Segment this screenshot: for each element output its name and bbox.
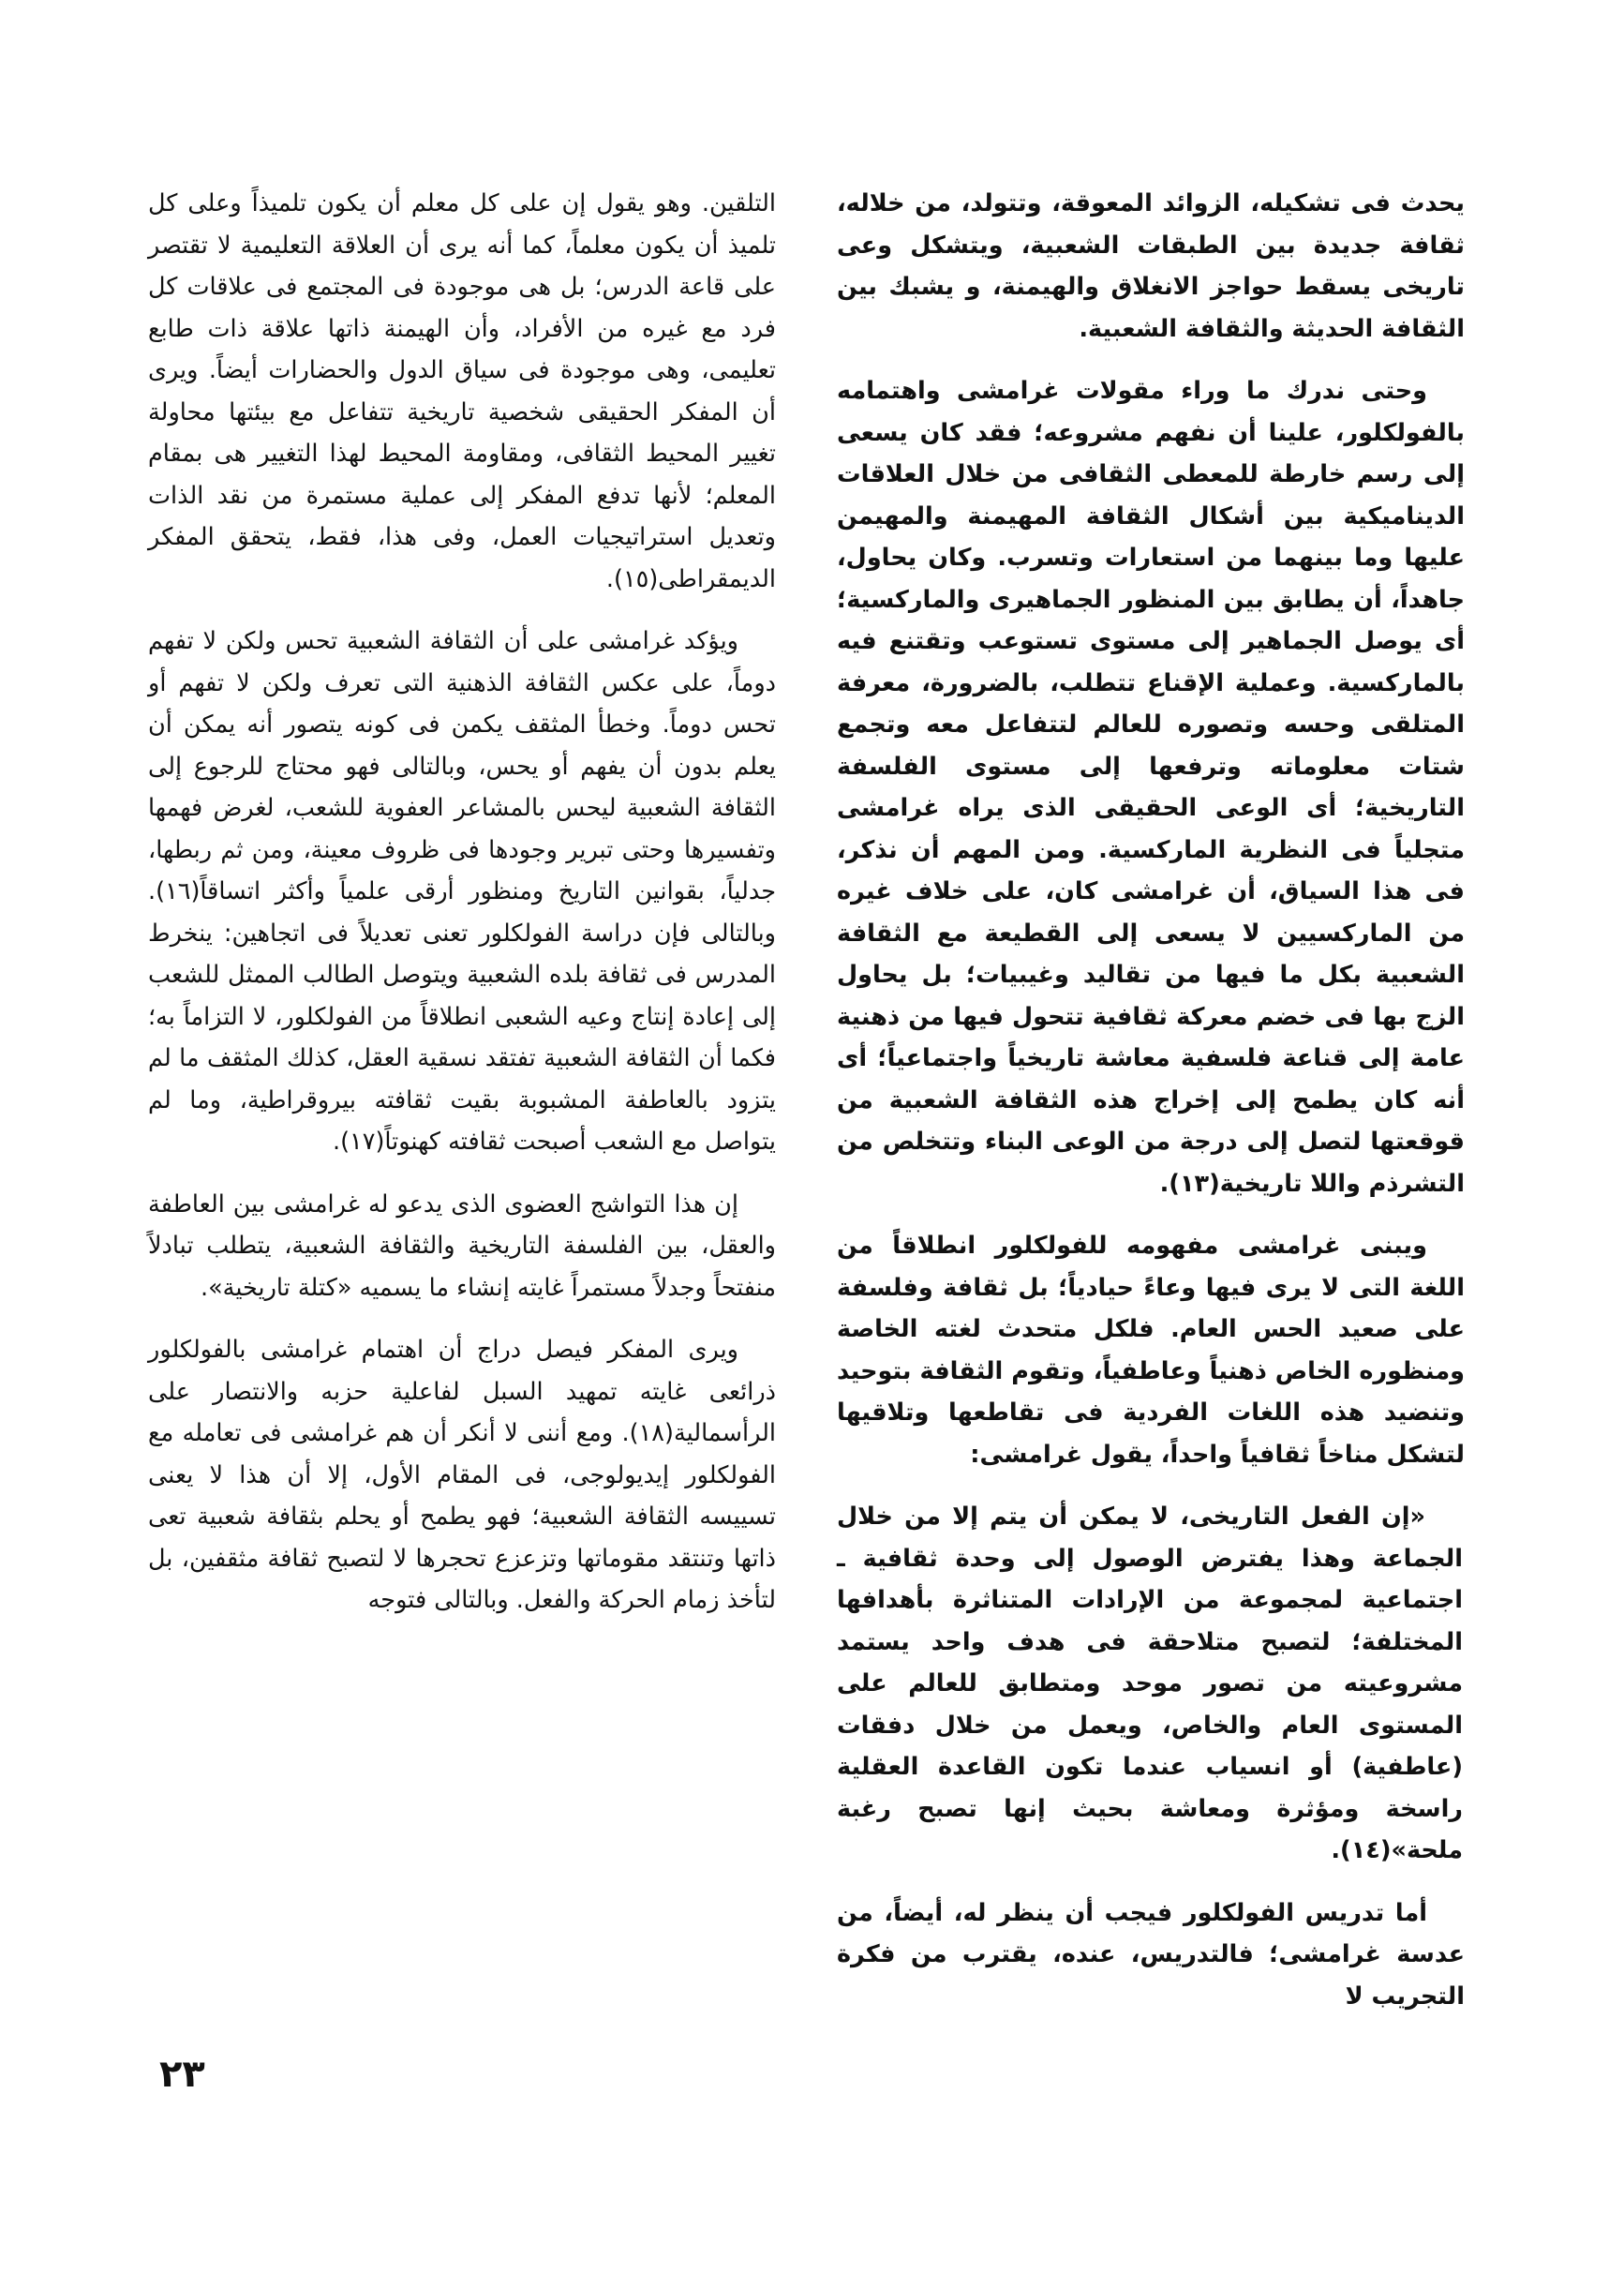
paragraph: يحدث فى تشكيله، الزوائد المعوقة، وتتولد، من خلاله، ثقافة جديدة بين الطبقات الشعبية، ويتشكل وعى تاريخى يسقط حواجز الانغلاق والهيمنة، و يشبك بين الثقافة الحديثة والثقافة الشعبية. xyxy=(837,189,1465,343)
paragraph: التلقين. وهو يقول إن على كل معلم أن يكون تلميذاً وعلى كل تلميذ أن يكون معلماً، كما أنه يرى أن العلاقة التعليمية لا تقتصر على قاعة الدرس؛ بل هى موجودة فى المجتمع فى علاقات كل فرد مع غيره من الأفراد، وأن الهيمنة ذاتها علاقة ذات طابع تعليمى، وهى موجودة فى سياق الدول والحضارات أيضاً. ويرى أن المفكر الحقيقى شخصية تاريخية تتفاعل مع بيئتها محاولة تغيير المحيط الثقافى، ومقاومة المحيط لهذا التغيير هى بمقام المعلم؛ لأنها تدفع المفكر إلى عملية مستمرة من نقد الذات وتعديل استراتيجيات العمل، وفى هذا، فقط، يتحقق المفكر الديمقراطى(١٥). xyxy=(148,189,776,593)
paragraph: وحتى ندرك ما وراء مقولات غرامشى واهتمامه بالفولكلور، علينا أن نفهم مشروعه؛ فقد كان يسعى إلى رسم خارطة للمعطى الثقافى من خلال العلاقات الديناميكية بين أشكال الثقافة المهيمنة والمهيمن عليها وما بينهما من استعارات وتسرب. وكان يحاول، جاهداً، أن يطابق بين المنظور الجماهيرى والماركسية؛ أى يوصل الجماهير إلى مستوى تستوعب وتقتنع فيه بالماركسية. وعملية الإقناع تتطلب، بالضرورة، معرفة المتلقى وحسه وتصوره للعالم لتتفاعل معه وتجمع شتات معلوماته وترفعها إلى مستوى الفلسفة التاريخية؛ أى الوعى الحقيقى الذى يراه غرامشى متجلياً فى النظرية الماركسية. ومن المهم أن نذكر، فى هذا السياق، أن غرامشى كان، على خلاف غيره من الماركسيين لا يسعى إلى القطيعة مع الثقافة الشعبية بكل ما فيها من تقاليد وغيبيات؛ بل يحاول الزج بها فى خضم معركة ثقافية تتحول فيها من ذهنية عامة إلى قناعة فلسفية معاشة تاريخياً واجتماعياً؛ أى أنه كان يطمح إلى إخراج هذه الثقافة الشعبية من قوقعتها لتصل إلى درجة من الوعى البناء وتتخلص من التشرذم واللا تاريخية(١٣). xyxy=(837,377,1465,1198)
paragraph: ويبنى غرامشى مفهومه للفولكلور انطلاقاً من اللغة التى لا يرى فيها وعاءً حيادياً؛ بل ثقافة وفلسفة على صعيد الحس العام. فلكل متحدث لغته الخاصة ومنظوره الخاص ذهنياً وعاطفياً، وتقوم الثقافة بتوحيد وتنضيد هذه اللغات الفردية فى تقاطعها وتلاقيها لتشكل مناخاً ثقافياً واحداً، يقول غرامشى: xyxy=(837,1232,1465,1469)
right-column xyxy=(837,183,1465,2038)
block-quote: «إن الفعل التاريخى، لا يمكن أن يتم إلا من خلال الجماعة وهذا يفترض الوصول إلى وحدة ثقافية ـ اجتماعية لمجموعة من الإرادات المتناثرة بأهدافها المختلفة؛ لتصبح متلاحقة فى هدف واحد يستمد مشروعيته من تصور موحد ومتطابق للعالم على المستوى العام والخاص، ويعمل من خلال دفقات (عاطفية) أو انسياب عندما تكون القاعدة العقلية راسخة ومؤثرة ومعاشة بحيث إنها تصبح رغبة ملحة»(١٤). xyxy=(837,1503,1463,1864)
left-column xyxy=(148,183,776,1642)
paragraph: ويرى المفكر فيصل دراج أن اهتمام غرامشى بالفولكلور ذرائعى غايته تمهيد السبل لفاعلية حزبه والانتصار على الرأسمالية(١٨). ومع أننى لا أنكر أن هم غرامشى فى تعامله مع الفولكلور إيديولوجى، فى المقام الأول، إلا أن هذا لا يعنى تسييسه الثقافة الشعبية؛ فهو يطمح أو يحلم بثقافة شعبية تعى ذاتها وتنتقد مقوماتها وتزعزع تحجرها لا لتصبح ثقافة مثقفين، بل لتأخذ زمام الحركة والفعل. وبالتالى فتوجه xyxy=(148,1336,776,1614)
page-number: ٢٣ xyxy=(159,2053,205,2096)
paragraph: ويؤكد غرامشى على أن الثقافة الشعبية تحس ولكن لا تفهم دوماً، على عكس الثقافة الذهنية التى تعرف ولكن لا تفهم أو تحس دوماً. وخطأ المثقف يكمن فى كونه يتصور أنه يمكن أن يعلم بدون أن يفهم أو يحس، وبالتالى فهو محتاج للرجوع إلى الثقافة الشعبية ليحس بالمشاعر العفوية للشعب، لغرض فهمها وتفسيرها وحتى تبرير وجودها فى ظروف معينة، ومن ثم ربطها، جدلياً، بقوانين التاريخ ومنظور أرقى علمياً وأكثر اتساقاً(١٦). وبالتالى فإن دراسة الفولكلور تعنى تعديلاً فى اتجاهين: ينخرط المدرس فى ثقافة بلده الشعبية ويتوصل الطالب الممثل للشعب إلى إعادة إنتاج وعيه الشعبى انطلاقاً من الفولكلور، لا التزاماً به؛ فكما أن الثقافة الشعبية تفتقد نسقية العقل، كذلك المثقف ما لم يتزود بالعاطفة المشبوبة بقيت ثقافته بيروقراطية، وما لم يتواصل مع الشعب أصبحت ثقافته كهنوتاً(١٧). xyxy=(148,627,776,1156)
paragraph: إن هذا التواشج العضوى الذى يدعو له غرامشى بين العاطفة والعقل، بين الفلسفة التاريخية والثقافة الشعبية، يتطلب تبادلاً منفتحاً وجدلاً مستمراً غايته إنشاء ما يسميه «كتلة تاريخية». xyxy=(148,1189,776,1302)
paragraph: أما تدريس الفولكلور فيجب أن ينظر له، أيضاً، من عدسة غرامشى؛ فالتدريس، عنده، يقترب من فكرة التجريب لا xyxy=(837,1898,1465,2011)
